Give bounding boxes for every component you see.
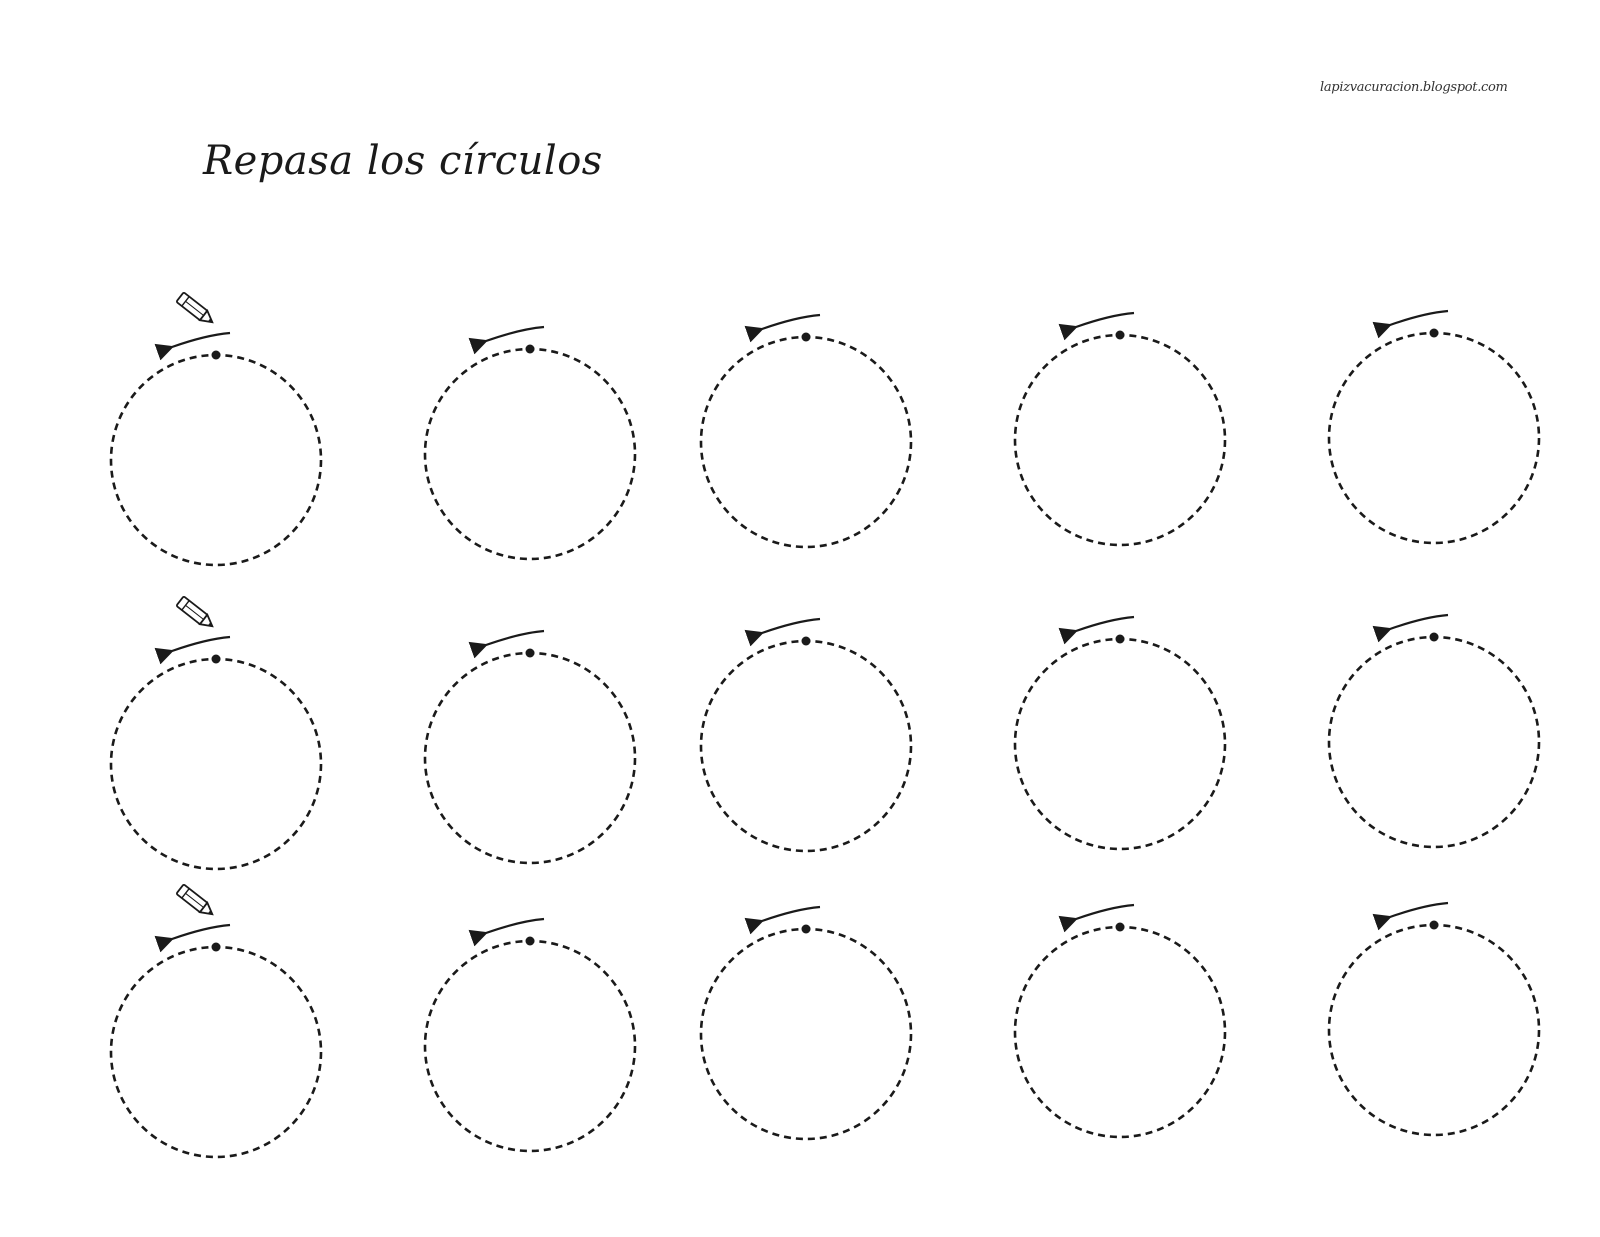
start-dot xyxy=(802,333,811,342)
dashed-tracing-circle xyxy=(1015,927,1225,1137)
page-title: Repasa los círculos xyxy=(203,138,603,184)
pencil-icon xyxy=(176,884,216,919)
dashed-tracing-circle xyxy=(1329,637,1539,847)
tracing-circle-group xyxy=(1329,903,1539,1135)
dashed-tracing-circle xyxy=(111,355,321,565)
tracing-circle-group xyxy=(111,596,321,869)
tracing-circle-group xyxy=(111,292,321,565)
tracing-circle-group xyxy=(701,907,911,1139)
pencil-icon xyxy=(176,596,216,631)
start-dot xyxy=(526,345,535,354)
start-dot xyxy=(1430,921,1439,930)
start-dot xyxy=(526,649,535,658)
dashed-tracing-circle xyxy=(425,653,635,863)
arrow-left-icon xyxy=(1390,903,1448,917)
arrow-left-icon xyxy=(1076,617,1134,631)
source-url: lapizvacuracion.blogspot.com xyxy=(1320,80,1508,95)
tracing-circle-group xyxy=(425,919,635,1151)
arrow-left-icon xyxy=(486,919,544,933)
dashed-tracing-circle xyxy=(701,641,911,851)
dashed-tracing-circle xyxy=(701,337,911,547)
pencil-icon xyxy=(176,292,216,327)
tracing-circle-group xyxy=(701,619,911,851)
arrow-left-icon xyxy=(1076,313,1134,327)
start-dot xyxy=(212,943,221,952)
arrow-left-icon xyxy=(762,315,820,329)
arrow-left-icon xyxy=(1076,905,1134,919)
arrow-left-icon xyxy=(762,907,820,921)
dashed-tracing-circle xyxy=(1015,335,1225,545)
start-dot xyxy=(212,655,221,664)
start-dot xyxy=(1116,331,1125,340)
dashed-tracing-circle xyxy=(111,659,321,869)
tracing-circle-group xyxy=(1329,311,1539,543)
tracing-circle-group xyxy=(1329,615,1539,847)
start-dot xyxy=(1430,329,1439,338)
arrow-left-icon xyxy=(172,637,230,651)
start-dot xyxy=(802,925,811,934)
arrow-left-icon xyxy=(486,327,544,341)
arrow-left-icon xyxy=(1390,615,1448,629)
tracing-circle-group xyxy=(1015,617,1225,849)
dashed-tracing-circle xyxy=(701,929,911,1139)
arrow-left-icon xyxy=(172,333,230,347)
arrow-left-icon xyxy=(762,619,820,633)
start-dot xyxy=(1430,633,1439,642)
tracing-circle-group xyxy=(1015,905,1225,1137)
arrow-left-icon xyxy=(486,631,544,645)
tracing-circle-group xyxy=(701,315,911,547)
tracing-circle-group xyxy=(425,631,635,863)
start-dot xyxy=(802,637,811,646)
arrow-left-icon xyxy=(172,925,230,939)
arrow-left-icon xyxy=(1390,311,1448,325)
start-dot xyxy=(212,351,221,360)
dashed-tracing-circle xyxy=(425,941,635,1151)
dashed-tracing-circle xyxy=(111,947,321,1157)
dashed-tracing-circle xyxy=(1015,639,1225,849)
tracing-circle-group xyxy=(425,327,635,559)
dashed-tracing-circle xyxy=(425,349,635,559)
start-dot xyxy=(1116,635,1125,644)
tracing-circle-group xyxy=(1015,313,1225,545)
dashed-tracing-circle xyxy=(1329,925,1539,1135)
dashed-tracing-circle xyxy=(1329,333,1539,543)
start-dot xyxy=(526,937,535,946)
tracing-circle-group xyxy=(111,884,321,1157)
start-dot xyxy=(1116,923,1125,932)
